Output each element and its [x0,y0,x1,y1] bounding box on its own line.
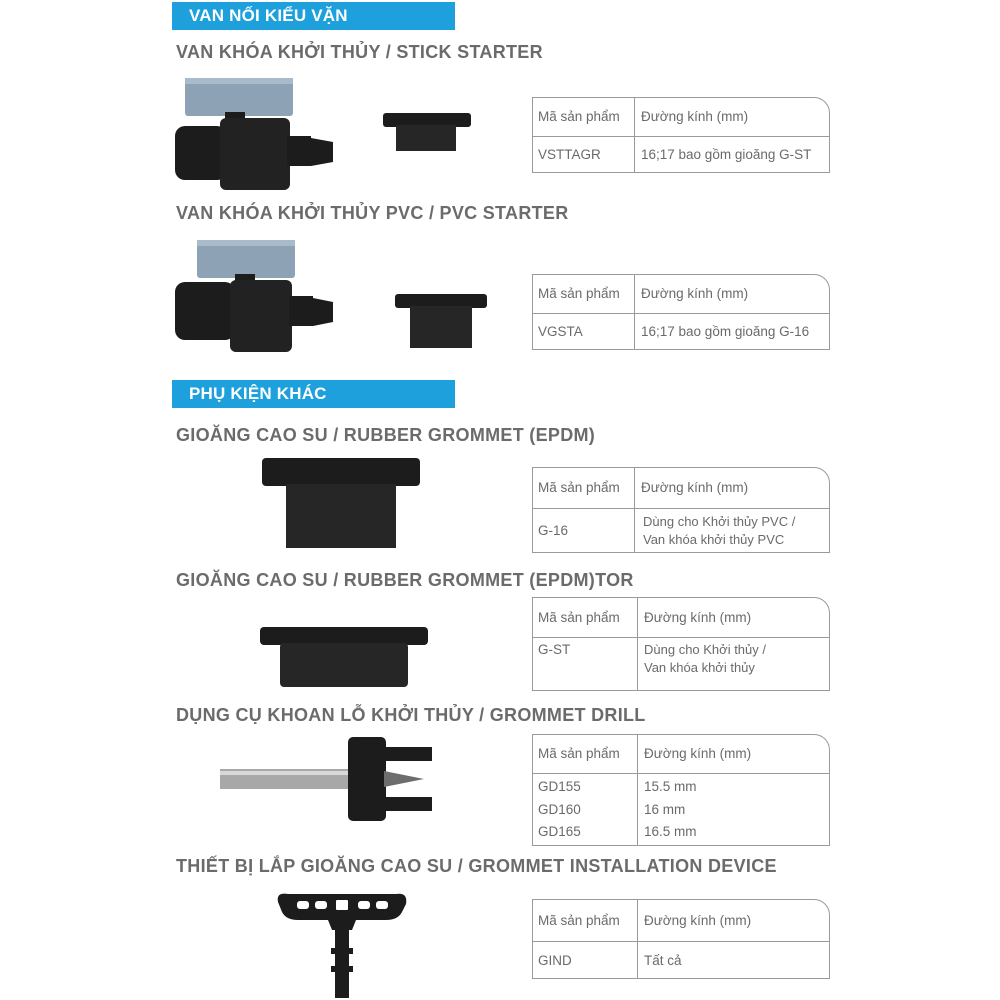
header-diameter: Đường kính (mm) [641,109,749,124]
spec-table-header [533,598,829,638]
table-row [533,942,829,979]
spec-table-header [533,735,829,774]
grommet-drill-image [220,737,435,823]
cell-code: G-ST [533,638,638,691]
cell-code: GD155 [538,779,581,794]
cell-code: GD165 [538,824,581,839]
spec-table-grommet-drill [532,734,830,846]
cell-diameter: 16;17 bao gồm gioăng G-16 [641,324,810,339]
table-row [533,509,829,553]
product-title-stick-starter: VAN KHÓA KHỞI THỦY / STICK STARTER [176,42,543,62]
spec-table-rubber-grommet [532,467,830,553]
cell-code: VGSTA [533,314,635,350]
cell-diameter [638,638,829,691]
table-row [533,774,829,846]
cell-code: G-16 [533,509,635,553]
cell-diameter [635,509,829,553]
cell-code: GIND [533,942,638,979]
cell-diameter: 16.5 mm [644,824,697,839]
header-code: Mã sản phẩm [533,900,638,941]
spec-table-header [533,468,829,509]
header-diameter: Đường kính (mm) [644,746,752,761]
product-title-grommet-drill: DỤNG CỤ KHOAN LỖ KHỞI THỦY / GROMMET DRILL [176,705,646,725]
header-diameter: Đường kính (mm) [644,913,752,928]
header-code: Mã sản phẩm [533,468,635,508]
header-code: Mã sản phẩm [533,735,638,773]
grommet-g-st-image [383,113,473,153]
cell-diameter: 15.5 mm [644,779,697,794]
rubber-grommet-g-16-image [262,458,422,550]
spec-table-header [533,98,829,137]
table-row [533,314,829,350]
table-row [533,638,829,691]
cell-diameter-line: Dùng cho Khởi thủy PVC / [643,514,796,529]
cell-diameter-line: Dùng cho Khởi thủy / [644,642,766,657]
spec-table-rubber-grommet-tor [532,597,830,691]
header-code: Mã sản phẩm [533,98,635,136]
product-title-pvc-starter: VAN KHÓA KHỞI THỦY PVC / PVC STARTER [176,203,569,223]
product-title-rubber-grommet-tor: GIOĂNG CAO SU / RUBBER GROMMET (EPDM)TOR [176,570,634,590]
cell-code: GD160 [538,801,581,817]
grommet-installation-tool-image [272,890,412,1000]
product-title-rubber-grommet: GIOĂNG CAO SU / RUBBER GROMMET (EPDM) [176,425,596,445]
cell-code-group [533,774,638,846]
spec-table-header [533,900,829,942]
header-code: Mã sản phẩm [533,275,635,313]
cell-code: VSTTAGR [533,137,635,173]
product-title-grommet-installation-device: THIẾT BỊ LẮP GIOĂNG CAO SU / GROMMET INSTALLATION DEVICE [176,856,777,876]
table-row [533,137,829,173]
cell-diameter: 16;17 bao gồm gioăng G-ST [641,147,812,162]
rubber-grommet-g-st-image [260,627,430,689]
header-diameter: Đường kính (mm) [641,480,749,495]
cell-diameter-group [638,774,829,846]
spec-table-pvc-starter [532,274,830,350]
section-banner-twist-valves: VAN NỐI KIỂU VẶN [172,2,455,30]
header-diameter: Đường kính (mm) [644,610,752,625]
spec-table-header [533,275,829,314]
pvc-starter-valve-image [175,240,335,355]
cell-diameter: Tất cả [644,953,682,968]
header-code: Mã sản phẩm [533,598,638,637]
section-banner-other-accessories: PHỤ KIỆN KHÁC [172,380,455,408]
cell-diameter-line: Van khóa khởi thủy PVC [643,532,785,547]
grommet-g-16-image [395,294,487,350]
spec-table-stick-starter [532,97,830,173]
cell-diameter: 16 mm [644,801,686,817]
header-diameter: Đường kính (mm) [641,286,749,301]
cell-diameter-line: Van khóa khởi thủy [644,660,755,675]
spec-table-grommet-installation-device [532,899,830,979]
stick-starter-valve-image [175,78,335,193]
